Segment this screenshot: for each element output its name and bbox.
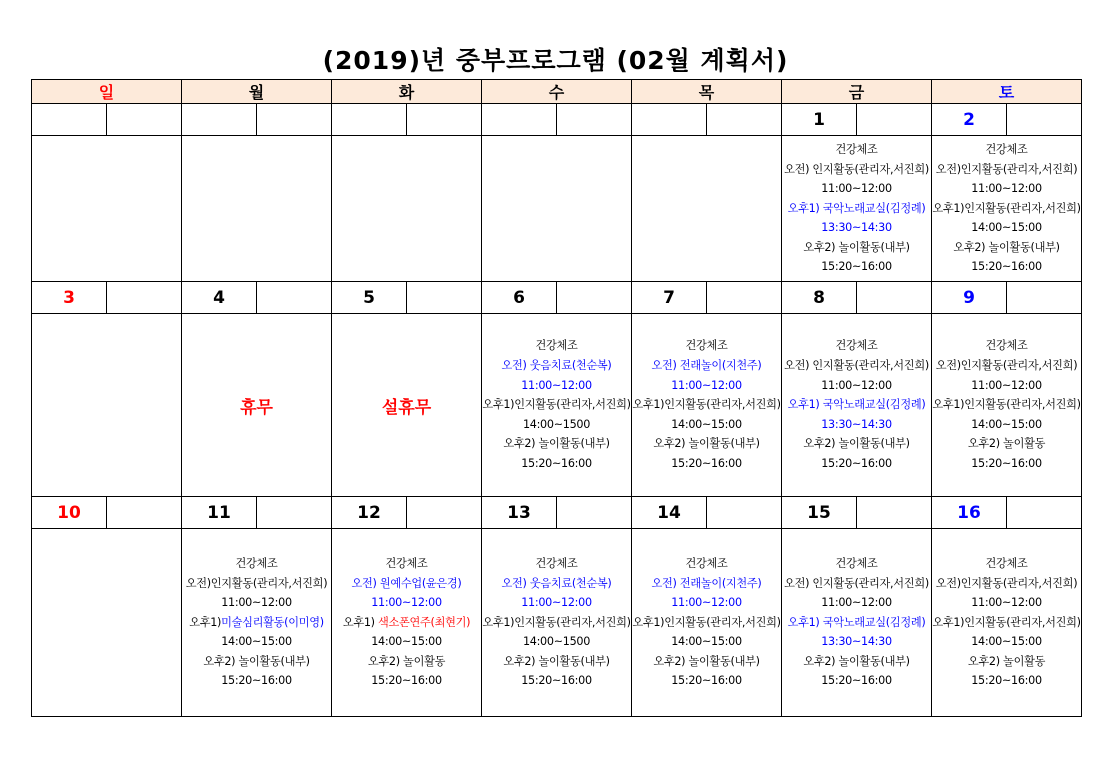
schedule-list <box>482 554 631 691</box>
schedule-line: 오전)인지활동(관리자,서진희) <box>935 162 1078 176</box>
schedule-line: 건강체조 <box>685 339 728 353</box>
schedule-line-activity: 색소폰연주(최현기) <box>377 615 471 629</box>
schedule-line: 11:00~12:00 <box>521 378 592 392</box>
date-note-cell <box>257 497 332 529</box>
date-note-cell <box>1007 497 1082 529</box>
schedule-line: 11:00~12:00 <box>221 596 292 610</box>
schedule-line: 오후1)인지활동(관리자,서진희) <box>482 398 631 412</box>
date-number: 12 <box>332 497 407 529</box>
schedule-line: 15:20~16:00 <box>671 456 742 470</box>
schedule-line: 건강체조 <box>835 142 878 156</box>
day-schedule-cell <box>482 136 632 282</box>
schedule-line: 오전) 전래놀이(지천주) <box>651 359 762 373</box>
schedule-line <box>332 613 481 633</box>
date-row <box>32 104 1082 136</box>
schedule-line: 15:20~16:00 <box>971 260 1042 274</box>
date-number: 4 <box>182 282 257 314</box>
schedule-line: 오후2) 놀이활동(내부) <box>503 654 610 668</box>
schedule-line-prefix: 오후1) <box>342 615 378 629</box>
date-note-cell <box>557 497 632 529</box>
schedule-line: 건강체조 <box>835 556 878 570</box>
day-schedule-cell <box>932 136 1082 282</box>
schedule-list <box>782 336 931 473</box>
day-schedule-cell <box>782 529 932 717</box>
date-note-cell <box>1007 282 1082 314</box>
date-note-cell <box>107 497 182 529</box>
schedule-list <box>932 554 1081 691</box>
schedule-line: 오후2) 놀이활동 <box>967 437 1046 451</box>
schedule-line: 오후2) 놀이활동 <box>367 654 446 668</box>
schedule-line: 건강체조 <box>535 339 578 353</box>
schedule-row <box>32 314 1082 497</box>
day-schedule-cell <box>782 314 932 497</box>
weekday-header-row <box>32 80 1082 104</box>
schedule-line: 오후2) 놀이활동(내부) <box>803 240 910 254</box>
weekday-header-fri: 금 <box>782 80 932 104</box>
date-note-cell <box>257 104 332 136</box>
schedule-line: 오후1) 국악노래교실(김정례) <box>787 398 926 412</box>
day-schedule-cell <box>32 314 182 497</box>
schedule-line: 15:20~16:00 <box>221 674 292 688</box>
day-schedule-cell <box>32 136 182 282</box>
calendar-body <box>32 80 1082 717</box>
day-schedule-cell <box>332 136 482 282</box>
date-note-cell <box>1007 104 1082 136</box>
date-note-cell <box>707 282 782 314</box>
schedule-line: 건강체조 <box>385 556 428 570</box>
schedule-row <box>32 136 1082 282</box>
date-note-cell <box>857 497 932 529</box>
day-schedule-cell <box>782 136 932 282</box>
schedule-line: 건강체조 <box>985 556 1028 570</box>
weekday-header-sat: 토 <box>932 80 1082 104</box>
date-number: 10 <box>32 497 107 529</box>
date-note-cell <box>707 104 782 136</box>
schedule-line: 건강체조 <box>685 556 728 570</box>
schedule-line: 11:00~12:00 <box>821 378 892 392</box>
schedule-line-activity: 미술심리활동(이미영) <box>221 615 324 629</box>
schedule-line: 건강체조 <box>985 142 1028 156</box>
schedule-line: 14:00~15:00 <box>971 221 1042 235</box>
schedule-line: 11:00~12:00 <box>971 596 1042 610</box>
holiday-label: 설휴무 <box>381 397 432 418</box>
day-schedule-cell <box>932 529 1082 717</box>
weekday-header-tue: 화 <box>332 80 482 104</box>
schedule-line: 11:00~12:00 <box>971 182 1042 196</box>
holiday-label: 휴무 <box>240 397 273 418</box>
date-number: 2 <box>932 104 1007 136</box>
date-note-cell <box>257 282 332 314</box>
schedule-line: 오후2) 놀이활동(내부) <box>803 437 910 451</box>
schedule-line: 오전) 전래놀이(지천주) <box>651 576 762 590</box>
day-schedule-cell <box>182 136 332 282</box>
date-note-cell <box>707 497 782 529</box>
schedule-line: 14:00~15:00 <box>221 635 292 649</box>
date-number: 5 <box>332 282 407 314</box>
schedule-line: 11:00~12:00 <box>821 182 892 196</box>
date-note-cell <box>557 104 632 136</box>
schedule-line: 오전)인지활동(관리자,서진희) <box>935 359 1078 373</box>
calendar-table <box>31 79 1082 717</box>
date-number: 15 <box>782 497 857 529</box>
date-note-cell <box>107 104 182 136</box>
date-note-cell <box>857 282 932 314</box>
schedule-line: 11:00~12:00 <box>671 378 742 392</box>
schedule-list <box>782 140 931 277</box>
schedule-line: 오후2) 놀이활동(내부) <box>803 654 910 668</box>
weekday-header-wed: 수 <box>482 80 632 104</box>
date-note-cell <box>857 104 932 136</box>
schedule-line: 11:00~12:00 <box>971 378 1042 392</box>
schedule-line: 15:20~16:00 <box>821 260 892 274</box>
schedule-line: 오전) 원예수업(윤은경) <box>351 576 462 590</box>
schedule-line: 15:20~16:00 <box>821 674 892 688</box>
schedule-line-prefix: 오후1) <box>189 615 222 629</box>
date-note-cell <box>107 282 182 314</box>
date-number: 7 <box>632 282 707 314</box>
schedule-line: 13:30~14:30 <box>821 221 892 235</box>
date-number: 13 <box>482 497 557 529</box>
schedule-line: 오전) 웃음치료(천순복) <box>501 576 612 590</box>
schedule-list <box>182 554 331 691</box>
schedule-line: 건강체조 <box>985 339 1028 353</box>
schedule-line: 15:20~16:00 <box>371 674 442 688</box>
date-row <box>32 282 1082 314</box>
schedule-line: 오전)인지활동(관리자,서진희) <box>935 576 1078 590</box>
day-schedule-cell <box>182 314 332 497</box>
schedule-line: 13:30~14:30 <box>821 635 892 649</box>
schedule-line: 오후2) 놀이활동(내부) <box>653 437 760 451</box>
date-number: 1 <box>782 104 857 136</box>
day-schedule-cell <box>182 529 332 717</box>
schedule-line: 오후2) 놀이활동(내부) <box>203 654 310 668</box>
schedule-line: 오후1)인지활동(관리자,서진희) <box>932 615 1081 629</box>
schedule-line: 11:00~12:00 <box>521 596 592 610</box>
schedule-line: 14:00~15:00 <box>971 635 1042 649</box>
date-number: 8 <box>782 282 857 314</box>
schedule-line: 건강체조 <box>235 556 278 570</box>
date-number: 6 <box>482 282 557 314</box>
schedule-line: 오후1) 국악노래교실(김정례) <box>787 615 926 629</box>
weekday-header-sun: 일 <box>32 80 182 104</box>
date-note-cell <box>407 104 482 136</box>
schedule-line: 13:30~14:30 <box>821 417 892 431</box>
day-schedule-cell <box>632 529 782 717</box>
schedule-line: 14:00~15:00 <box>371 635 442 649</box>
schedule-line: 오후2) 놀이활동 <box>967 654 1046 668</box>
day-schedule-cell <box>332 314 482 497</box>
date-number: 9 <box>932 282 1007 314</box>
day-schedule-cell <box>32 529 182 717</box>
schedule-list <box>782 554 931 691</box>
date-note-cell <box>557 282 632 314</box>
schedule-line: 14:00~15:00 <box>671 417 742 431</box>
date-row <box>32 497 1082 529</box>
schedule-line: 오후1) 국악노래교실(김정례) <box>787 201 926 215</box>
day-schedule-cell <box>332 529 482 717</box>
schedule-line: 15:20~16:00 <box>971 674 1042 688</box>
day-schedule-cell <box>482 529 632 717</box>
schedule-line <box>182 613 331 633</box>
schedule-line: 오후2) 놀이활동(내부) <box>953 240 1060 254</box>
schedule-line: 11:00~12:00 <box>371 596 442 610</box>
schedule-list <box>632 336 781 473</box>
schedule-line: 오후1)인지활동(관리자,서진희) <box>482 615 631 629</box>
schedule-line: 오전)인지활동(관리자,서진희) <box>185 576 328 590</box>
schedule-list <box>932 336 1081 473</box>
schedule-line: 오후1)인지활동(관리자,서진희) <box>632 398 781 412</box>
day-schedule-cell <box>632 314 782 497</box>
schedule-line: 15:20~16:00 <box>521 674 592 688</box>
schedule-line: 오후2) 놀이활동(내부) <box>503 437 610 451</box>
schedule-line: 11:00~12:00 <box>821 596 892 610</box>
weekday-header-mon: 월 <box>182 80 332 104</box>
schedule-line: 11:00~12:00 <box>671 596 742 610</box>
schedule-list <box>482 336 631 473</box>
schedule-line: 14:00~15:00 <box>971 417 1042 431</box>
schedule-line: 오후1)인지활동(관리자,서진희) <box>632 615 781 629</box>
schedule-line: 15:20~16:00 <box>521 456 592 470</box>
date-number: 14 <box>632 497 707 529</box>
schedule-line: 오전) 웃음치료(천순복) <box>501 359 612 373</box>
schedule-line: 15:20~16:00 <box>971 456 1042 470</box>
schedule-line: 오전) 인지활동(관리자,서진희) <box>784 359 929 373</box>
schedule-line: 건강체조 <box>835 339 878 353</box>
date-number <box>182 104 257 136</box>
schedule-line: 14:00~1500 <box>522 635 591 649</box>
date-number: 3 <box>32 282 107 314</box>
date-number: 11 <box>182 497 257 529</box>
schedule-list <box>632 554 781 691</box>
date-note-cell <box>407 497 482 529</box>
schedule-list <box>932 140 1081 277</box>
schedule-line: 15:20~16:00 <box>671 674 742 688</box>
date-number <box>32 104 107 136</box>
schedule-row <box>32 529 1082 717</box>
schedule-line: 건강체조 <box>535 556 578 570</box>
schedule-line: 오전) 인지활동(관리자,서진희) <box>784 576 929 590</box>
date-number <box>482 104 557 136</box>
day-schedule-cell <box>932 314 1082 497</box>
date-number: 16 <box>932 497 1007 529</box>
schedule-line: 오전) 인지활동(관리자,서진희) <box>784 162 929 176</box>
schedule-line: 14:00~15:00 <box>671 635 742 649</box>
page-title: (2019)년 중부프로그램 (02월 계획서) <box>322 46 789 75</box>
schedule-line: 14:00~1500 <box>522 417 591 431</box>
schedule-list <box>332 554 481 691</box>
date-number <box>332 104 407 136</box>
schedule-line: 15:20~16:00 <box>821 456 892 470</box>
day-schedule-cell <box>632 136 782 282</box>
date-note-cell <box>407 282 482 314</box>
day-schedule-cell <box>482 314 632 497</box>
schedule-line: 오후1)인지활동(관리자,서진희) <box>932 398 1081 412</box>
weekday-header-thu: 목 <box>632 80 782 104</box>
date-number <box>632 104 707 136</box>
schedule-line: 오후2) 놀이활동(내부) <box>653 654 760 668</box>
schedule-line: 오후1)인지활동(관리자,서진희) <box>932 201 1081 215</box>
